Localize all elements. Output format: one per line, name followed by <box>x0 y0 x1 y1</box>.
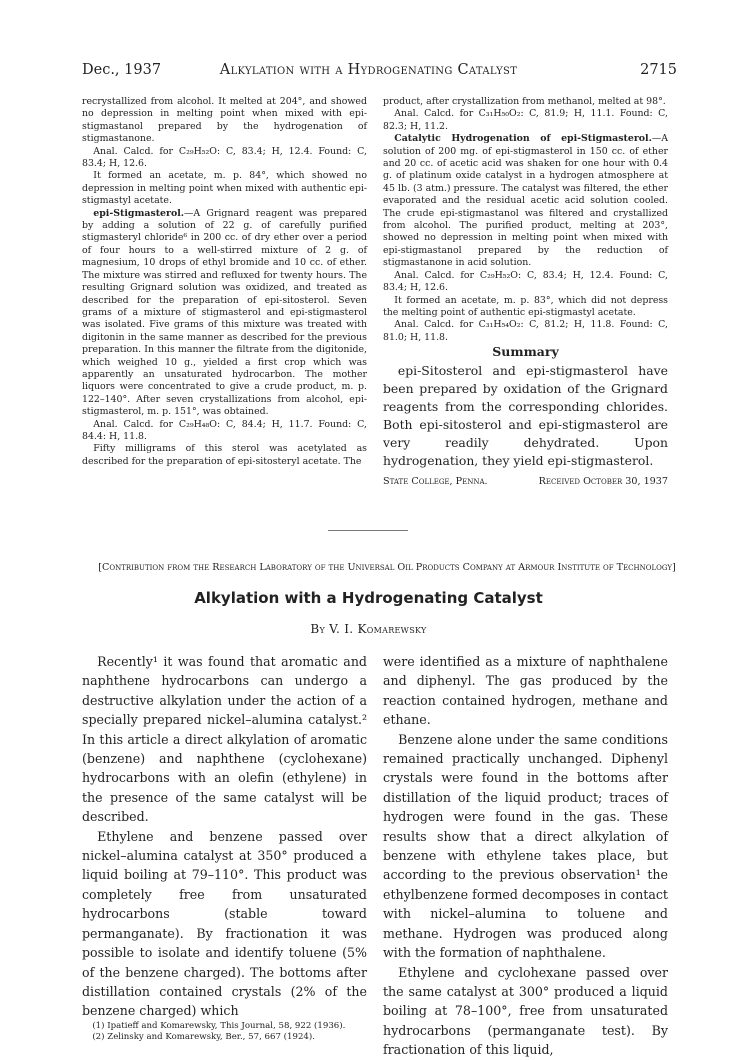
article-title: Alkylation with a Hydrogenating Catalyst <box>194 589 543 607</box>
running-header-date: Dec., 1937 <box>82 62 162 78</box>
section-divider <box>328 530 408 531</box>
summary-text: epi-Sitosterol and epi-stigmasterol have been prepared by oxidation of the Grignard reagents from the corresponding chlorides. Both epi-sitosterol and epi-stigmasterol are very readily dehydrated. Upon hydrogenation, they yield epi-stigmasterol. <box>383 362 668 468</box>
section-lead: Catalytic Hydrogenation of epi-Stigmasterol. <box>394 133 652 145</box>
page-number: 2715 <box>640 62 677 78</box>
analysis-line: Anal. Calcd. for C₂₉H₅₂O: C, 83.4; H, 12.4. Found: C, 83.4; H, 12.6. <box>383 269 668 294</box>
bottom-right-column <box>383 652 668 1060</box>
paragraph: Catalytic Hydrogenation of epi-Stigmasterol.—A solution of 200 mg. of epi-stigmasterol in 150 cc. of ether and 20 cc. of acetic acid was shaken for one hour with 0.4 g. of platinum oxide catalyst in a hydrogen atmosphere at 45 lb. (3 atm.) pressure. The catalyst was filtered, the ether evaporated and the residual acetic acid solution cooled. The crude epi-stigmastanol was filtered and crystallized from alcohol. The purified product, melting at 203°, showed no depression in melting point when mixed with epi-stigmastanol prepared by the reduction of stigmastanone in acid solution. <box>383 133 668 269</box>
location: State College, Penna. <box>383 475 488 487</box>
top-left-column <box>82 96 367 468</box>
paragraph: Fifty milligrams of this sterol was acetylated as described for the preparation of epi-sitosteryl acetate. The <box>82 443 367 467</box>
analysis-line: Anal. Calcd. for C₂₉H₄₈O: C, 84.4; H, 11.7. Found: C, 84.4: H, 11.8. <box>82 418 367 442</box>
paragraph: Benzene alone under the same conditions remained practically unchanged. Diphenyl crystals were found in the bottoms after distillation of the liquid product; traces of hydrogen were found in the gas. These results show that a direct alkylation of benzene with ethylene takes place, but according to the previous observation¹ the ethylbenzene formed decomposes in contact with nickel–alumina to toluene and methane. Hydrogen was produced along with the formation of naphthalene. <box>383 731 668 961</box>
running-header-title: Alkylation with a Hydrogenating Catalyst <box>219 62 518 78</box>
bottom-left-column <box>82 652 367 1044</box>
paragraph: were identified as a mixture of naphthalene and diphenyl. The gas produced by the reaction contained hydrogen, methane and ethane. <box>383 654 668 728</box>
paragraph: Ethylene and benzene passed over nickel–alumina catalyst at 350° produced a liquid boiling at 79–110°. This product was completely free from unsaturated hydrocarbons (stable toward permanganate). By fractionation it was possible to isolate and identify toluene (5% of the benzene charged). The bottoms after distillation contained crystals (2% of the benzene charged) which <box>82 828 367 1019</box>
footnote: (1) Ipatieff and Komarewsky, This Journal, 58, 922 (1936). <box>92 1020 346 1031</box>
analysis-line: Anal. Calcd. for C₃₁H₅₀O₂: C, 81.9; H, 11.1. Found: C, 82.3; H, 11.2. <box>383 108 668 132</box>
contribution-note: [Contribution from the Research Laboratory of the Universal Oil Products Company at Armour Institute of Technology] <box>98 562 676 573</box>
footnote: (2) Zelinsky and Komarewsky, Ber., 57, 667 (1924). <box>92 1032 315 1043</box>
paragraph: It formed an acetate, m. p. 83°, which did not depress the melting point of authentic epi-stigmastyl acetate. <box>383 294 668 318</box>
paragraph: recrystallized from alcohol. It melted at 204°, and showed no depression in melting point when mixed with epi-stigmastanol prepared by the hydrogenation of stigmastanone. <box>82 96 367 145</box>
paragraph: Recently¹ it was found that aromatic and naphthene hydrocarbons can undergo a destructive alkylation under the action of a specially prepared nickel–alumina catalyst.² In this article a direct alkylation of aromatic (benzene) and naphthene (cyclohexane) hydrocarbons with an olefin (ethylene) in the presence of the same catalyst will be described. <box>82 654 367 825</box>
author-byline: By V. I. Komarewsky <box>310 622 427 636</box>
analysis-line: Anal. Calcd. for C₃₁H₅₄O₂: C, 81.2; H, 11.8. Found: C, 81.0; H, 11.8. <box>383 319 668 343</box>
section-lead: epi-Stigmasterol. <box>93 207 185 219</box>
summary-heading: Summary <box>492 344 559 360</box>
signature-line <box>383 476 668 488</box>
received-date: Received October 30, 1937 <box>538 475 668 487</box>
top-right-column <box>383 96 668 488</box>
paragraph: epi-Stigmasterol.—A Grignard reagent was prepared by adding a solution of 22 g. of carefully purified stigmasteryl chloride⁶ in 200 cc. of dry ether over a period of four hours to a well-stirred mixture of 2 g. of magnesium, 10 drops of ethyl bromide and 10 cc. of ether. The mixture was stirred and refluxed for twenty hours. The resulting Grignard solution was oxidized, and treated as described for the preparation of epi-sitosterol. Seven grams of a mixture of stigmasterol and epi-stigmasterol was isolated. Five grams of this mixture was treated with digitonin in the same manner as described for the previous preparation. In this manner the filtrate from the digitonide, which weighed 10 g., yielded a first crop which was apparently an unsaturated hydrocarbon. The mother liquors were concentrated to give a crude product, m. p. 122–140°. After seven crystallizations from alcohol, epi-stigmasterol, m. p. 151°, was obtained. <box>82 207 367 418</box>
paragraph: Ethylene and cyclohexane passed over the same catalyst at 300° produced a liquid boiling at 78–100°, free from unsaturated hydrocarbons (permanganate test). By fractionation of this liquid, <box>383 964 668 1058</box>
paragraph: It formed an acetate, m. p. 84°, which showed no depression in melting point when mixed with authentic epi-stigmastyl acetate. <box>82 170 367 207</box>
analysis-line: Anal. Calcd. for C₂₉H₅₂O: C, 83.4; H, 12.4. Found: C, 83.4; H, 12.6. <box>82 145 367 170</box>
paragraph: product, after crystallization from methanol, melted at 98°. <box>383 96 666 107</box>
